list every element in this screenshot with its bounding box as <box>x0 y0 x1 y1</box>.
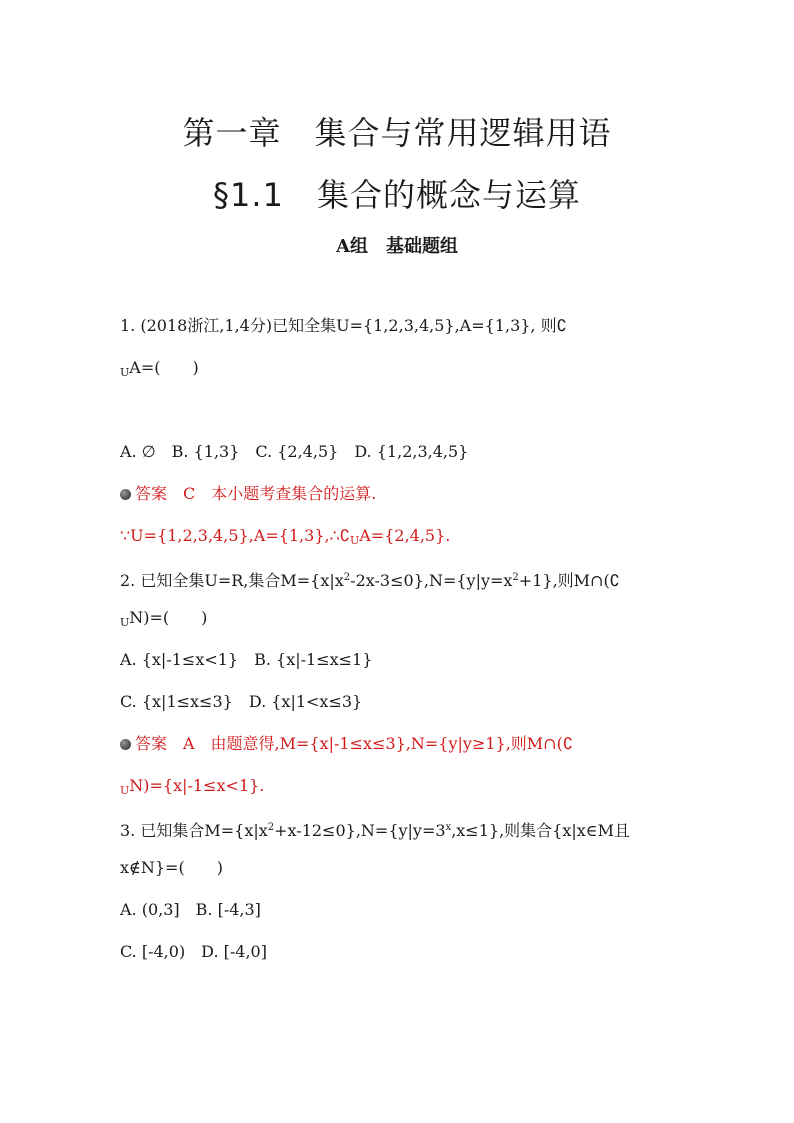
q1-answer-text2a: ∵U={1,2,3,4,5},A={1,3},∴∁ <box>120 526 350 545</box>
q1-complement-subscript: U <box>120 366 130 379</box>
q2-answer-text: 答案 A 由题意得,M={x|-1≤x≤3},N={y|y≥1},则M∩(∁ <box>135 734 574 753</box>
q1-answer-line2 <box>120 524 450 553</box>
q3-stem-line2: x∉N}=( ) <box>120 858 223 877</box>
q1-answer-text: 答案 C 本小题考查集合的运算. <box>135 484 377 503</box>
q2-stem-text2: N)=( ) <box>129 608 208 627</box>
q2-answer-subscript: U <box>120 784 130 797</box>
section-title: §1.1 集合的概念与运算 <box>213 176 581 214</box>
q3-stem-sup: 2 <box>267 822 275 833</box>
q2-stem-line1 <box>120 566 620 593</box>
q2-stem-part: -2x-3≤0},N={y|y=x <box>350 571 513 590</box>
q2-stem-sup: 2 <box>512 572 519 583</box>
answer-bulb-icon <box>120 489 131 500</box>
q1-answer-text2b: A={2,4,5}. <box>359 526 451 545</box>
q2-stem-part: 2. 已知全集U=R,集合M={x|x <box>120 571 344 590</box>
answer-bulb-icon <box>120 739 131 750</box>
q2-options-2: C. {x|1≤x≤3} D. {x|1<x≤3} <box>120 692 363 711</box>
q1-answer-line1 <box>120 482 376 506</box>
q3-options-2: C. [-4,0) D. [-4,0] <box>120 942 267 961</box>
q3-options-1: A. (0,3] B. [-4,3] <box>120 900 261 919</box>
q2-answer-line2 <box>120 774 264 803</box>
q2-stem-part: +1},则M∩(∁ <box>518 571 620 590</box>
q2-answer-text2: N)={x|-1≤x<1}. <box>129 776 265 795</box>
q3-stem-line1 <box>120 816 630 843</box>
q3-stem-part: 3. 已知集合M={x|x <box>120 821 268 840</box>
q1-stem-line1 <box>120 314 567 338</box>
group-title: A组 基础题组 <box>336 236 458 257</box>
q2-options-1: A. {x|-1≤x<1} B. {x|-1≤x≤1} <box>120 650 373 669</box>
q1-stem-text2: A=( ) <box>129 358 199 377</box>
chapter-title: 第一章 集合与常用逻辑用语 <box>182 114 612 152</box>
q2-stem-line2 <box>120 606 207 635</box>
q2-answer-line1 <box>120 732 573 756</box>
q3-stem-sup: x <box>445 822 452 833</box>
q3-stem-part: ,x≤1},则集合{x|x∈M且 <box>451 821 630 840</box>
q2-stem-subscript: U <box>120 616 130 629</box>
q1-answer-subscript: U <box>349 534 360 547</box>
q2-stem-sup: 2 <box>343 572 351 583</box>
q3-stem-part: +x-12≤0},N={y|y=3 <box>274 821 446 840</box>
q1-stem-text: 1. (2018浙江,1,4分)已知全集U={1,2,3,4,5},A={1,3}, 则∁ <box>120 316 567 335</box>
q1-options: A. ∅ B. {1,3} C. {2,4,5} D. {1,2,3,4,5} <box>120 442 469 461</box>
q1-stem-line2 <box>120 356 199 385</box>
